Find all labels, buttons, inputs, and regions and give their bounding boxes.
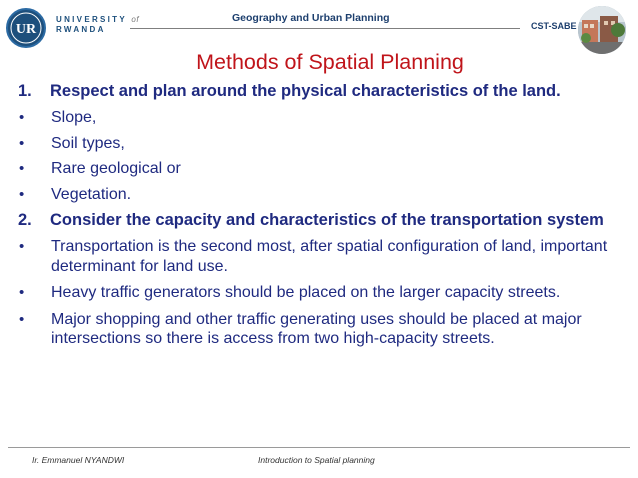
bullet-marker: • — [19, 160, 25, 177]
campus-photo — [578, 6, 626, 54]
bullet-item — [18, 283, 628, 303]
item-text: Heavy traffic generators should be placed on the larger capacity streets. — [51, 284, 561, 301]
item-text: Soil types, — [51, 134, 125, 152]
item-text: Respect and plan around the physical characteristics of the land. — [50, 82, 561, 100]
university-of: of — [131, 15, 140, 24]
university-name — [56, 15, 139, 35]
university-logo — [6, 8, 46, 48]
item-text: Consider the capacity and characteristics of the transportation system — [50, 211, 604, 229]
item-text: Transportation is the second most, after spatial configuration of land, important determinant for land use. — [51, 238, 608, 275]
bullet-item — [18, 134, 628, 154]
item-marker: 2. — [18, 211, 32, 229]
bullet-item — [18, 237, 628, 276]
item-text: Vegetation. — [51, 185, 132, 203]
bullet-item — [18, 310, 628, 349]
bullet-marker: • — [19, 310, 25, 328]
item-text: Rare geological or — [51, 160, 181, 177]
header-divider — [130, 28, 520, 29]
bullet-item — [18, 185, 628, 205]
footer-divider — [8, 447, 630, 448]
footer-course-title: Introduction to Spatial planning — [258, 455, 375, 465]
slide-title: Methods of Spatial Planning — [196, 50, 464, 74]
university-line2: RWANDA — [56, 25, 106, 34]
bullet-item — [18, 108, 628, 128]
bullet-marker: • — [19, 238, 25, 255]
item-marker: 1. — [18, 82, 32, 100]
item-text: Slope, — [51, 109, 97, 126]
bullet-marker: • — [19, 185, 25, 203]
bullet-item — [18, 159, 628, 179]
footer-author: Ir. Emmanuel NYANDWI — [32, 455, 125, 465]
numbered-item-2 — [18, 210, 628, 230]
logo-monogram: UR — [15, 22, 37, 37]
numbered-item-1 — [18, 81, 628, 101]
course-name: Geography and Urban Planning — [232, 12, 390, 24]
bullet-marker: • — [19, 109, 25, 126]
slide-header — [0, 0, 638, 52]
item-text: Major shopping and other traffic generating uses should be placed at major intersections so there is access from two high-capacity streets. — [51, 310, 582, 347]
unit-label: CST-SABE — [531, 21, 577, 31]
bullet-marker: • — [19, 284, 25, 301]
bullet-marker: • — [19, 134, 25, 152]
university-line1: UNIVERSITY — [56, 15, 127, 24]
slide-content — [18, 81, 628, 349]
